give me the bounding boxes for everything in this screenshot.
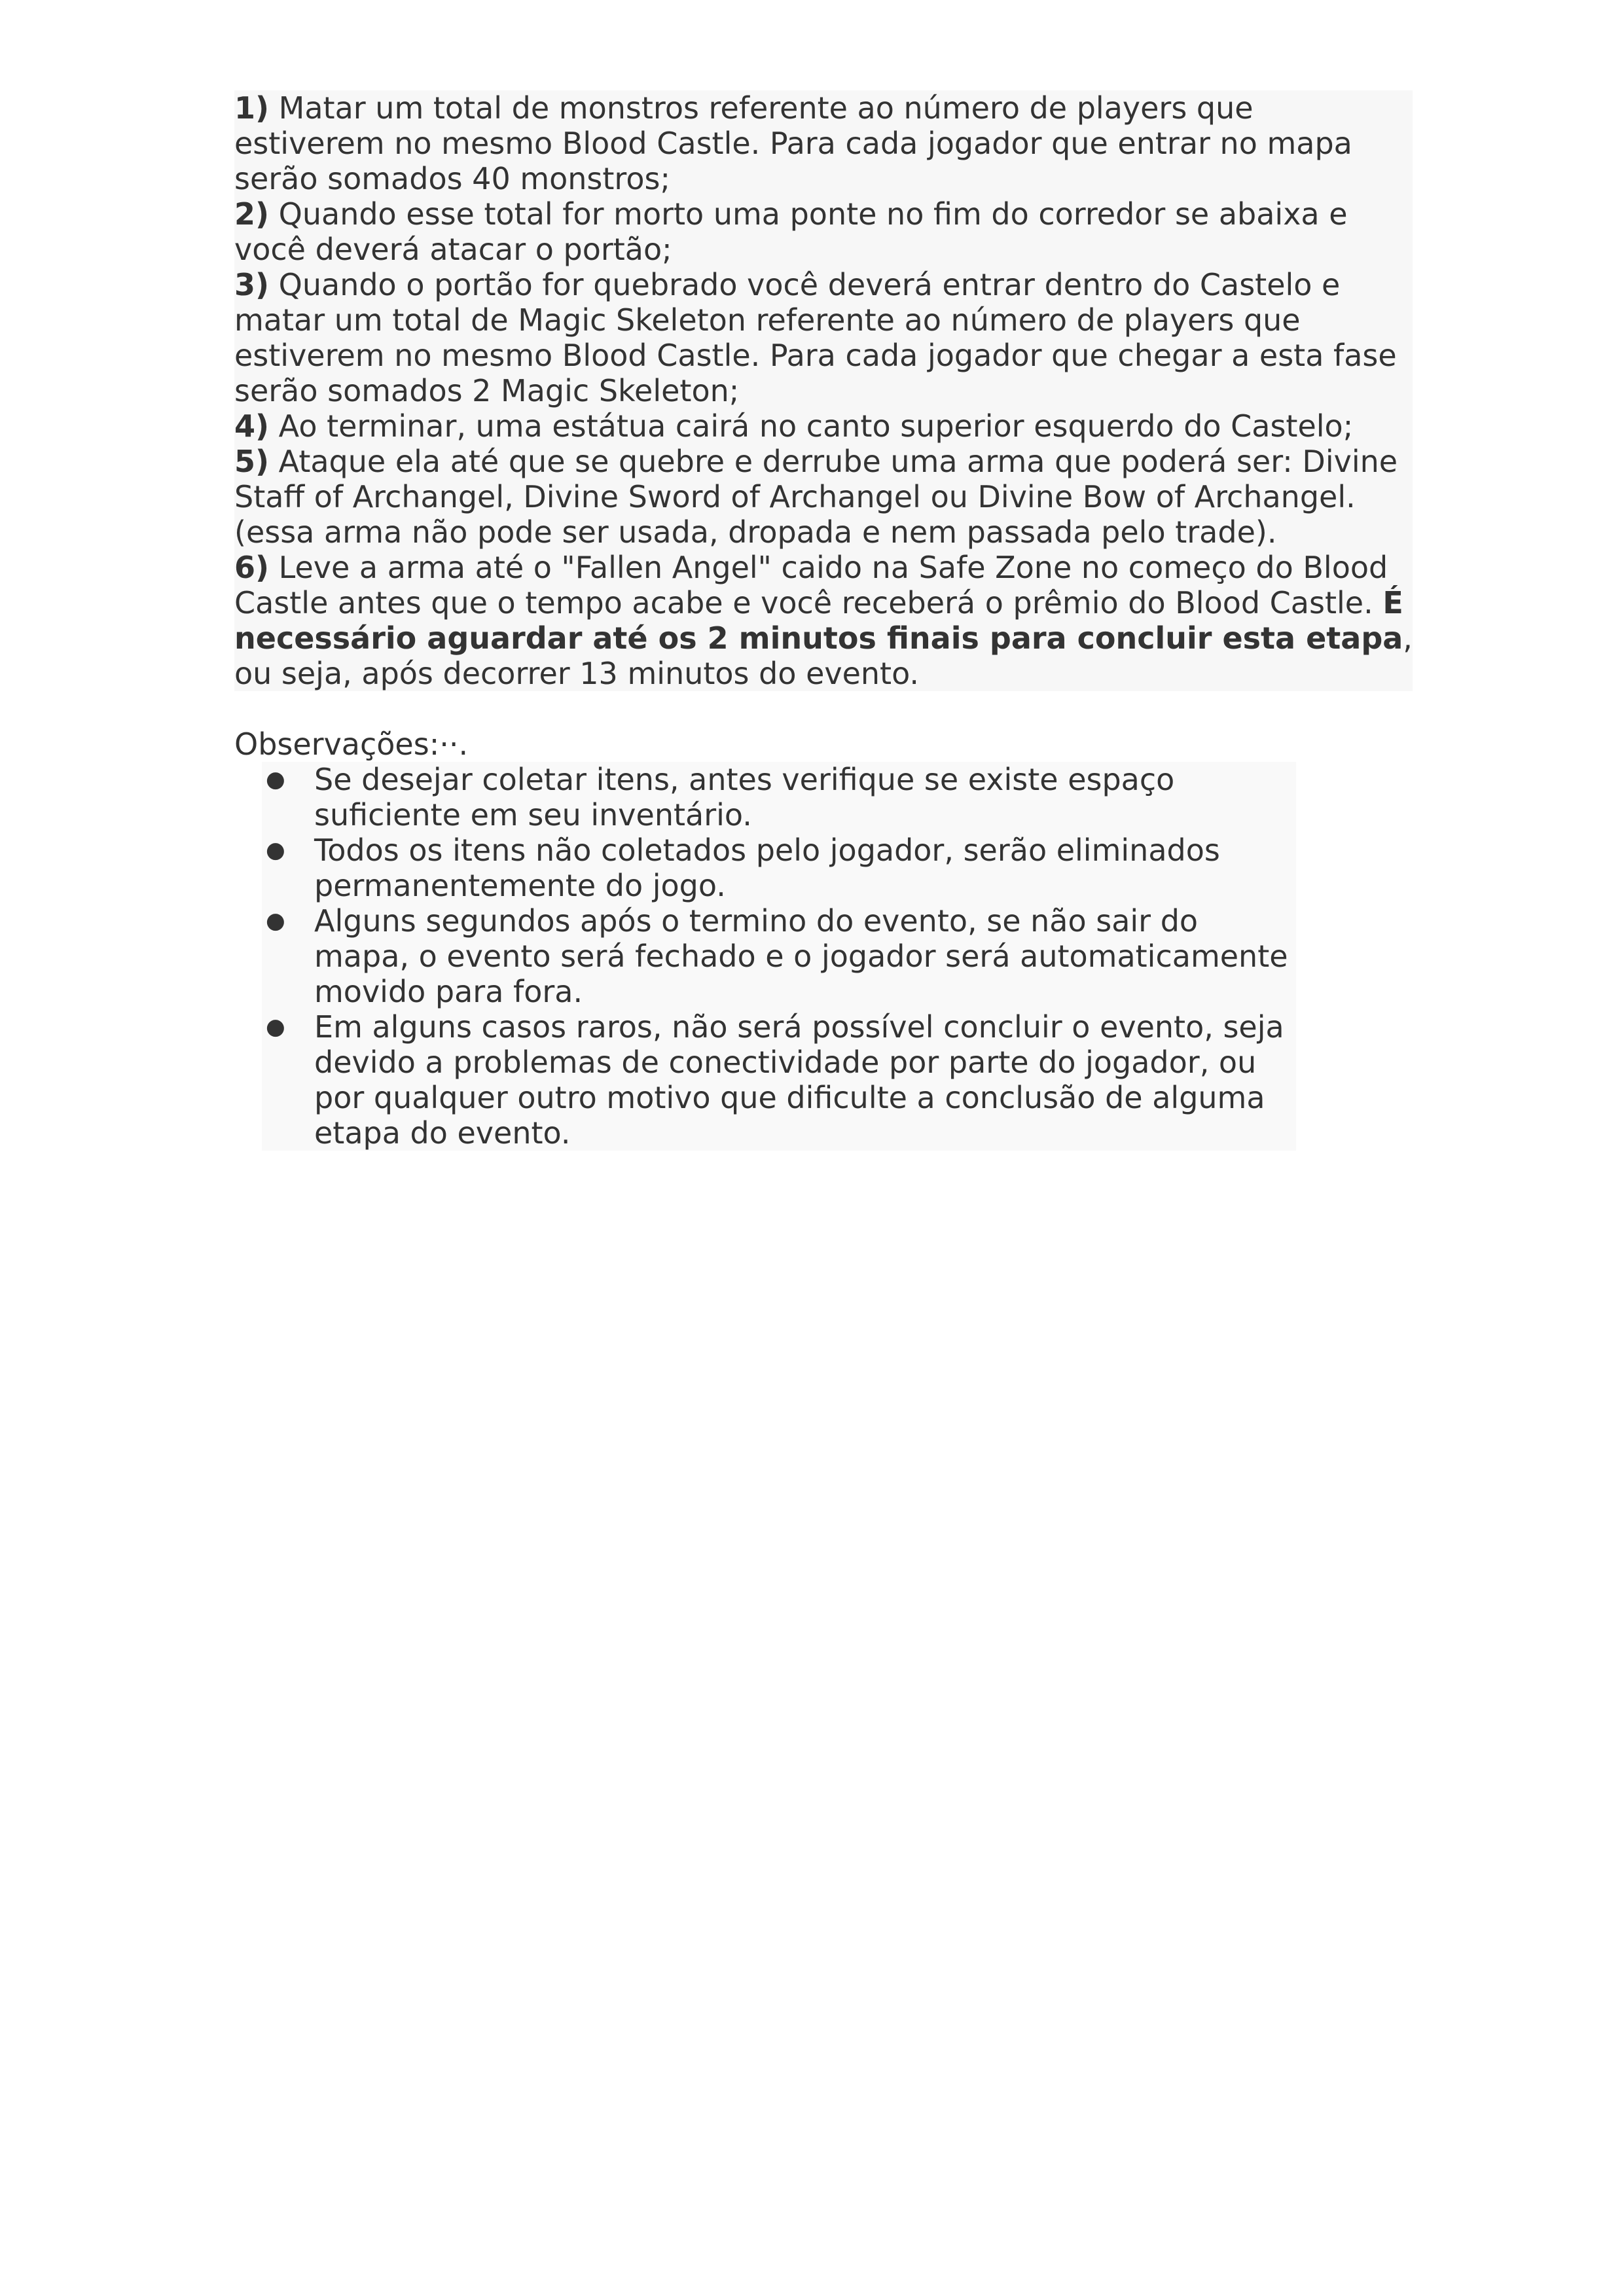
bullet-icon: ● [266, 1014, 285, 1040]
list-item-text: Alguns segundos após o termino do evento, se não sair do mapa, o evento será fechado e o jogador será automaticamente movido para fora. [314, 903, 1288, 1009]
step-text-after: , ou seja, após decorrer 13 minutos do evento. [234, 620, 1413, 691]
step-bold-note: É necessário aguardar até os 2 minutos finais para concluir esta etapa [234, 585, 1403, 656]
list-item [266, 1009, 1296, 1151]
list-item-text: Todos os itens não coletados pelo jogador, serão eliminados permanentemente do jogo. [314, 833, 1220, 903]
bullet-icon: ● [266, 766, 285, 793]
step-number: 1) [234, 90, 270, 126]
step-number: 3) [234, 267, 270, 302]
step-number: 4) [234, 408, 270, 444]
step-number: 6) [234, 550, 270, 585]
step-text: Ao terminar, uma estátua cairá no canto superior esquerdo do Castelo; [269, 408, 1354, 444]
step-text: Quando o portão for quebrado você deverá entrar dentro do Castelo e matar um total de Magic Skeleton referente ao número de players que estiverem no mesmo Blood Castle. Para cada jogador que chegar a esta fase serão somados 2 Magic Skeleton; [234, 267, 1397, 408]
step-5 [234, 444, 1413, 550]
list-item-text: Se desejar coletar itens, antes verifique se existe espaço suficiente em seu inventário. [314, 762, 1175, 833]
step-text: Quando esse total for morto uma ponte no fim do corredor se abaixa e você deverá atacar o portão; [234, 196, 1348, 267]
observations-list [262, 762, 1296, 1151]
step-number: 5) [234, 444, 270, 479]
step-text: Ataque ela até que se quebre e derrube uma arma que poderá ser: Divine Staff of Archangel, Divine Sword of Archangel ou Divine Bow of Archangel. (essa arma não pode ser usada, dropada e nem passada pelo trade). [234, 444, 1398, 550]
step-1 [234, 90, 1413, 196]
bullet-icon: ● [266, 908, 285, 934]
list-item [266, 762, 1296, 833]
bullet-icon: ● [266, 837, 285, 863]
list-item [266, 903, 1296, 1009]
step-2 [234, 196, 1413, 267]
steps-block [234, 90, 1413, 691]
step-3 [234, 267, 1413, 408]
step-6 [234, 550, 1413, 691]
step-text: Leve a arma até o "Fallen Angel" caido na Safe Zone no começo do Blood Castle antes que o tempo acabe e você receberá o prêmio do Blood Castle. [234, 550, 1388, 620]
step-number: 2) [234, 196, 270, 232]
step-text: Matar um total de monstros referente ao número de players que estiverem no mesmo Blood Castle. Para cada jogador que entrar no mapa serão somados 40 monstros; [234, 90, 1352, 196]
list-item-text: Em alguns casos raros, não será possível concluir o evento, seja devido a problemas de conectividade por parte do jogador, ou por qualquer outro motivo que dificulte a conclusão de alguma etapa do evento. [314, 1009, 1284, 1151]
list-item [266, 833, 1296, 903]
observations-title: Observações:··. [234, 726, 469, 762]
step-4 [234, 408, 1413, 444]
document-body [234, 90, 1432, 1151]
